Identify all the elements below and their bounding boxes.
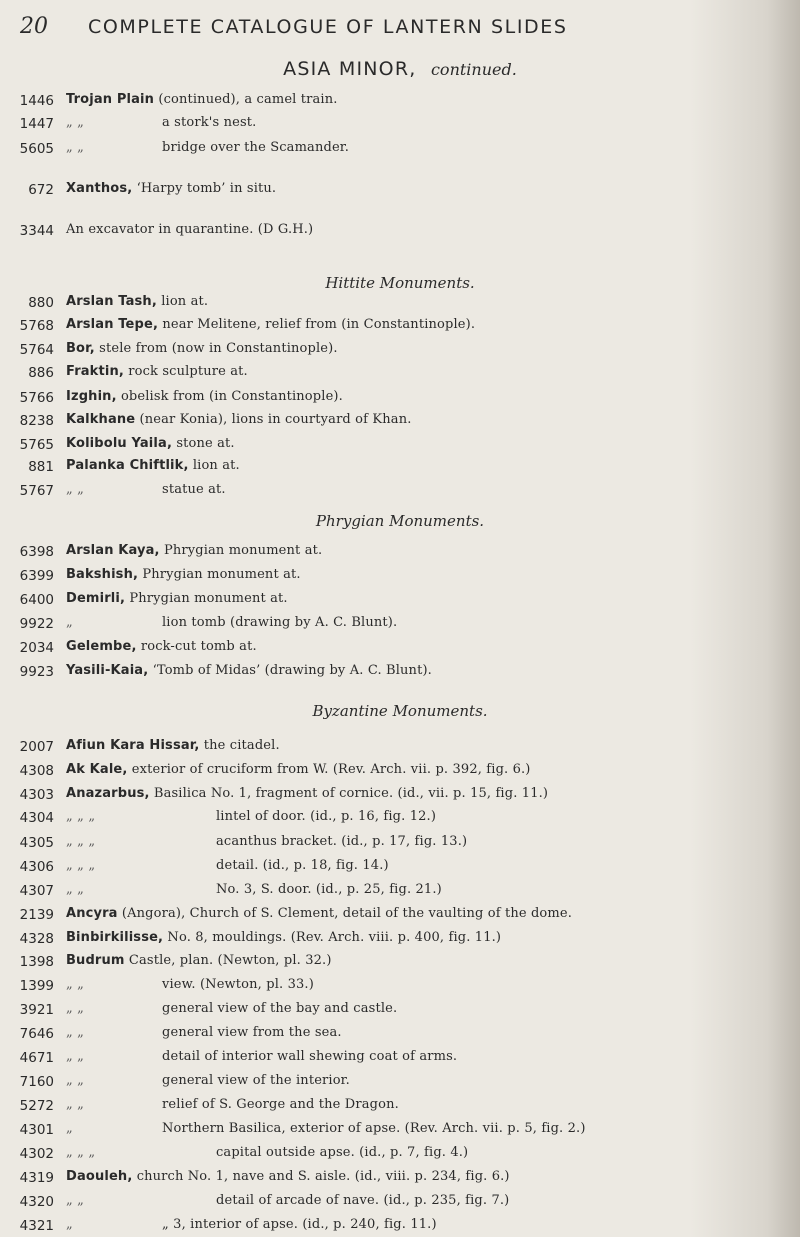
place-name: Arslan Tash, — [66, 294, 157, 309]
catalogue-entry — [0, 1121, 800, 1141]
ditto-marks: „ „ „ — [66, 809, 96, 824]
entry-description: lintel of door. (id., p. 16, fig. 12.) — [216, 809, 437, 824]
ditto-marks: „ „ — [66, 482, 85, 497]
catalogue-entry — [0, 882, 800, 902]
catalogue-entry — [0, 1001, 800, 1021]
catalogue-entry — [0, 294, 800, 314]
entry-text — [66, 364, 248, 379]
entry-text — [66, 882, 442, 897]
ditto-marks: „ „ — [66, 1073, 85, 1088]
catalogue-entry — [0, 412, 800, 432]
catalogue-entry — [0, 1049, 800, 1069]
place-name: Kalkhane — [66, 412, 136, 427]
entry-text — [66, 412, 412, 427]
entry-description: statue at. — [162, 482, 226, 497]
entry-text — [66, 1145, 468, 1160]
catalogue-entry — [0, 92, 800, 112]
entry-text — [66, 1193, 509, 1208]
entry-text — [66, 834, 467, 849]
catalogue-entry — [0, 591, 800, 611]
slide-number: 6399 — [19, 568, 54, 584]
entry-description: Phrygian monument at. — [125, 591, 288, 606]
entry-text — [66, 436, 235, 451]
place-name: Xanthos, — [66, 181, 133, 196]
slide-number: 3921 — [19, 1002, 54, 1018]
entry-text — [66, 1121, 586, 1136]
ditto-marks: „ „ — [66, 977, 85, 992]
catalogue-entry — [0, 1145, 800, 1165]
slide-number: 4305 — [19, 835, 54, 851]
ditto-marks: „ „ — [66, 1097, 85, 1112]
entry-text — [66, 762, 531, 777]
entry-text — [66, 317, 475, 332]
entry-description: (near Konia), lions in courtyard of Khan. — [135, 412, 412, 427]
place-name: Bakshish, — [66, 567, 139, 582]
slide-number: 4321 — [19, 1218, 54, 1234]
ditto-marks: „ „ — [66, 115, 85, 130]
catalogue-entry — [0, 1217, 800, 1237]
entry-text — [66, 591, 288, 606]
entry-text — [66, 663, 432, 678]
entry-text — [66, 92, 338, 107]
slide-number: 1398 — [19, 954, 54, 970]
catalogue-entry — [0, 906, 800, 926]
entry-description: view. (Newton, pl. 33.) — [162, 977, 314, 992]
ditto-marks: „ „ — [66, 1193, 85, 1208]
entry-description: Basilica No. 1, fragment of cornice. (id., vii. p. 15, fig. 11.) — [149, 786, 549, 801]
slide-number: 4308 — [19, 763, 54, 779]
entry-text — [66, 809, 436, 824]
slide-number: 4320 — [19, 1194, 54, 1210]
entry-description: (Angora), Church of S. Clement, detail of the vaulting of the dome. — [117, 906, 573, 921]
slide-number: 5767 — [19, 483, 54, 499]
catalogue-entry — [0, 1193, 800, 1213]
entry-text — [66, 786, 548, 801]
slide-number: 5768 — [19, 318, 54, 334]
section-continued: continued. — [430, 60, 517, 79]
catalogue-entry — [0, 181, 800, 201]
catalogue-entry — [0, 458, 800, 478]
entry-description: lion tomb (drawing by A. C. Blunt). — [162, 615, 398, 630]
slide-number: 2034 — [19, 640, 54, 656]
entry-text — [66, 1025, 342, 1040]
catalogue-entry — [0, 738, 800, 758]
catalogue-entry — [0, 639, 800, 659]
catalogue-entry — [0, 1025, 800, 1045]
catalogue-entry — [0, 543, 800, 563]
entry-text — [66, 543, 322, 558]
entry-description: (continued), a camel train. — [154, 92, 338, 107]
entry-description: the citadel. — [199, 738, 280, 753]
entry-description: detail. (id., p. 18, fig. 14.) — [216, 858, 389, 873]
place-name: Trojan Plain — [66, 92, 155, 107]
entry-description: Castle, plan. (Newton, pl. 32.) — [124, 953, 332, 968]
place-name: Anazarbus, — [66, 786, 150, 801]
entry-description: general view from the sea. — [162, 1025, 342, 1040]
entry-text — [66, 222, 313, 237]
entry-text — [66, 1049, 457, 1064]
entry-text — [66, 458, 240, 473]
subhead-hittite: Hittite Monuments. — [325, 274, 475, 292]
entry-text — [66, 615, 397, 630]
catalogue-entry — [0, 834, 800, 854]
entry-description: capital outside apse. (id., p. 7, fig. 4.) — [216, 1145, 469, 1160]
slide-number: 4301 — [19, 1122, 54, 1138]
slide-number: 886 — [28, 365, 54, 381]
catalogue-entry — [0, 1097, 800, 1117]
catalogue-entry — [0, 140, 800, 160]
entry-description: rock-cut tomb at. — [136, 639, 257, 654]
entry-text — [66, 567, 301, 582]
slide-number: 5272 — [19, 1098, 54, 1114]
place-name: Afiun Kara Hissar, — [66, 738, 200, 753]
ditto-marks: „ — [66, 615, 73, 630]
entry-description: Phrygian monument at. — [159, 543, 323, 558]
ditto-marks: „ „ „ — [66, 858, 96, 873]
ditto-marks: „ „ — [66, 140, 85, 155]
entry-text — [66, 1169, 510, 1184]
entry-description: obelisk from (in Constantinople). — [116, 389, 343, 404]
ditto-marks: „ — [66, 1121, 73, 1136]
entry-text — [66, 1217, 437, 1232]
entry-text — [66, 930, 501, 945]
entry-description: No. 8, mouldings. (Rev. Arch. viii. p. 400, fig. 11.) — [163, 930, 502, 945]
slide-number: 5766 — [19, 390, 54, 406]
catalogue-entry — [0, 953, 800, 973]
slide-number: 880 — [28, 295, 54, 311]
catalogue-entry — [0, 663, 800, 683]
catalogue-entry — [0, 930, 800, 950]
slide-number: 5605 — [19, 141, 54, 157]
slide-number: 4319 — [19, 1170, 54, 1186]
catalogue-entry — [0, 567, 800, 587]
place-name: Bor, — [66, 341, 95, 356]
slide-number: 881 — [28, 459, 54, 475]
entry-text — [66, 115, 256, 130]
ditto-marks: „ „ „ — [66, 1145, 96, 1160]
entry-text — [66, 389, 343, 404]
entry-description: stone at. — [172, 436, 235, 451]
slide-number: 1399 — [19, 978, 54, 994]
ditto-marks: „ „ — [66, 1025, 85, 1040]
catalogue-entry — [0, 436, 800, 456]
ditto-marks: „ „ „ — [66, 834, 96, 849]
slide-number: 4671 — [19, 1050, 54, 1066]
slide-number: 672 — [28, 182, 54, 198]
slide-number: 6400 — [19, 592, 54, 608]
entry-description: „ 3, interior of apse. (id., p. 240, fig. 11.) — [162, 1217, 437, 1232]
entry-description: ‘Tomb of Midas’ (drawing by A. C. Blunt). — [148, 663, 432, 678]
ditto-marks: „ — [66, 1217, 73, 1232]
catalogue-entry — [0, 389, 800, 409]
entry-text — [66, 639, 257, 654]
catalogue-entry — [0, 222, 800, 242]
place-name: Gelembe, — [66, 639, 137, 654]
entry-description: near Melitene, relief from (in Constantinople). — [158, 317, 476, 332]
place-name: Arslan Kaya, — [66, 543, 160, 558]
slide-number: 8238 — [19, 413, 54, 429]
catalogue-entry — [0, 809, 800, 829]
catalogue-entry — [0, 786, 800, 806]
entry-description: detail of interior wall shewing coat of arms. — [162, 1049, 458, 1064]
catalogue-entry — [0, 317, 800, 337]
slide-number: 2139 — [19, 907, 54, 923]
place-name: Binbirkilisse, — [66, 930, 164, 945]
running-title: COMPLETE CATALOGUE OF LANTERN SLIDES — [88, 16, 568, 38]
entry-description: stele from (now in Constantinople). — [94, 341, 338, 356]
catalogue-entry — [0, 977, 800, 997]
subhead-byzantine: Byzantine Monuments. — [312, 702, 488, 720]
slide-number: 9923 — [19, 664, 54, 680]
entry-description: bridge over the Scamander. — [162, 140, 350, 155]
subhead-phrygian: Phrygian Monuments. — [315, 512, 485, 530]
catalogue-entry — [0, 115, 800, 135]
slide-number: 7160 — [19, 1074, 54, 1090]
place-name: Fraktin, — [66, 364, 124, 379]
entry-text — [66, 181, 276, 196]
slide-number: 4307 — [19, 883, 54, 899]
page-number: 20 — [20, 14, 48, 39]
slide-number: 4303 — [19, 787, 54, 803]
entry-description: a stork's nest. — [162, 115, 257, 130]
entry-text — [66, 977, 314, 992]
slide-number: 3344 — [19, 223, 54, 239]
section-title — [0, 58, 800, 80]
slide-number: 7646 — [19, 1026, 54, 1042]
catalogue-entry — [0, 1073, 800, 1093]
slide-number: 4306 — [19, 859, 54, 875]
entry-text — [66, 341, 338, 356]
entry-text — [66, 906, 572, 921]
entry-description: lion at. — [188, 458, 240, 473]
entry-text — [66, 1073, 350, 1088]
entry-description: exterior of cruciform from W. (Rev. Arch. vii. p. 392, fig. 6.) — [127, 762, 531, 777]
slide-number: 5765 — [19, 437, 54, 453]
slide-number: 4302 — [19, 1146, 54, 1162]
catalogue-entry — [0, 615, 800, 635]
entry-text — [66, 953, 332, 968]
place-name: Yasili-Kaia, — [66, 663, 149, 678]
entry-description: Northern Basilica, exterior of apse. (Rev. Arch. vii. p. 5, fig. 2.) — [162, 1121, 586, 1136]
place-name: Ak Kale, — [66, 762, 128, 777]
slide-number: 6398 — [19, 544, 54, 560]
entry-text — [66, 1001, 397, 1016]
entry-text — [66, 858, 389, 873]
slide-number: 5764 — [19, 342, 54, 358]
ditto-marks: „ „ — [66, 882, 85, 897]
entry-description: An excavator in quarantine. (D G.H.) — [66, 222, 314, 237]
catalogue-entry — [0, 482, 800, 502]
entry-description: Phrygian monument at. — [138, 567, 301, 582]
entry-text — [66, 140, 349, 155]
place-name: Arslan Tepe, — [66, 317, 159, 332]
place-name: Budrum — [66, 953, 125, 968]
entry-description: detail of arcade of nave. (id., p. 235, fig. 7.) — [216, 1193, 510, 1208]
slide-number: 2007 — [19, 739, 54, 755]
place-name: Kolibolu Yaila, — [66, 436, 173, 451]
page-header — [20, 14, 780, 44]
entry-description: ‘Harpy tomb’ in situ. — [132, 181, 277, 196]
catalogue-entry — [0, 364, 800, 384]
catalogue-entry — [0, 858, 800, 878]
entry-description: general view of the interior. — [162, 1073, 350, 1088]
slide-number: 1447 — [19, 116, 54, 132]
entry-description: general view of the bay and castle. — [162, 1001, 398, 1016]
entry-text — [66, 738, 280, 753]
slide-number: 9922 — [19, 616, 54, 632]
ditto-marks: „ „ — [66, 1001, 85, 1016]
catalogue-entry — [0, 341, 800, 361]
catalogue-entry — [0, 1169, 800, 1189]
entry-description: lion at. — [156, 294, 209, 309]
entry-text — [66, 1097, 399, 1112]
entry-text — [66, 294, 208, 309]
place-name: Izghin, — [66, 389, 117, 404]
slide-number: 1446 — [19, 93, 54, 109]
entry-description: church No. 1, nave and S. aisle. (id., viii. p. 234, fig. 6.) — [132, 1169, 510, 1184]
place-name: Palanka Chiftlik, — [66, 458, 189, 473]
place-name: Demirli, — [66, 591, 126, 606]
catalogue-entry — [0, 762, 800, 782]
place-name: Daouleh, — [66, 1169, 133, 1184]
slide-number: 4328 — [19, 931, 54, 947]
entry-text — [66, 482, 226, 497]
entry-description: No. 3, S. door. (id., p. 25, fig. 21.) — [216, 882, 442, 897]
entry-description: relief of S. George and the Dragon. — [162, 1097, 399, 1112]
slide-number: 4304 — [19, 810, 54, 826]
section-name: ASIA MINOR, — [283, 58, 417, 80]
ditto-marks: „ „ — [66, 1049, 85, 1064]
place-name: Ancyra — [66, 906, 118, 921]
entry-description: rock sculpture at. — [123, 364, 248, 379]
entry-description: acanthus bracket. (id., p. 17, fig. 13.) — [216, 834, 468, 849]
